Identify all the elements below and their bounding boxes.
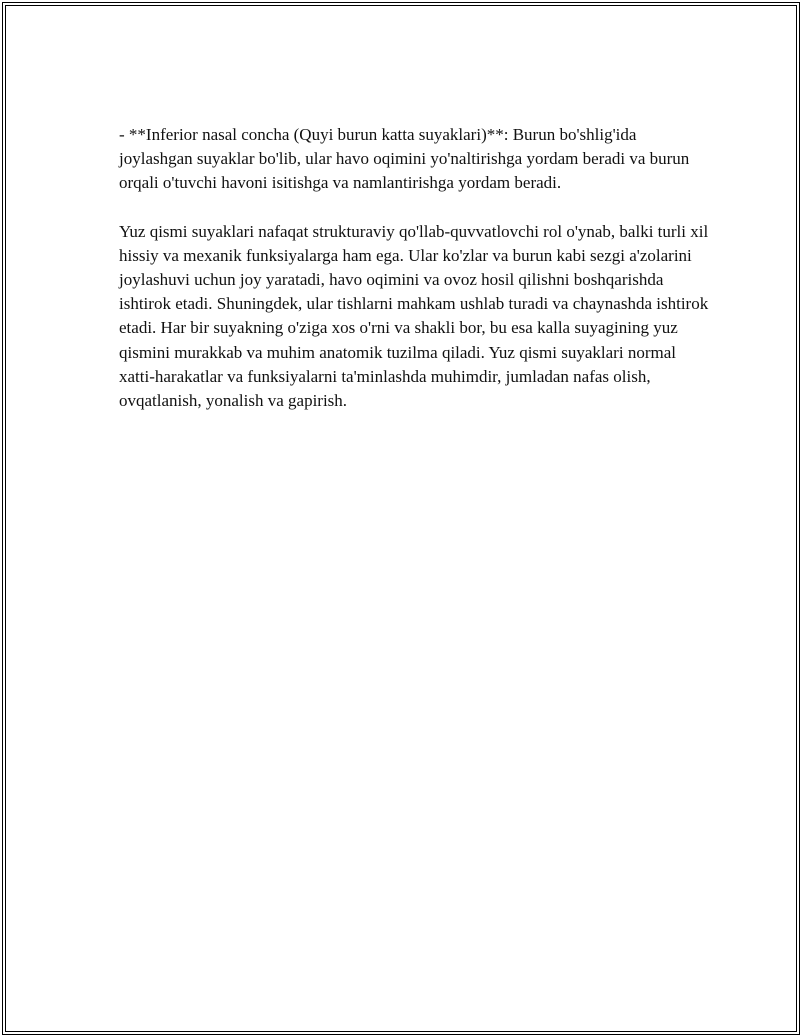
paragraph-inferior-nasal-concha: - **Inferior nasal concha (Quyi burun katta suyaklari)**: Burun bo'shlig'ida joylashgan suyaklar bo'lib, ular havo oqimini yo'naltirishga yordam beradi va burun orqali o'tuvchi havoni isitishga va namlantirishga yordam beradi.	[119, 125, 690, 193]
paragraph-facial-bones-summary: Yuz qismi suyaklari nafaqat strukturaviy qo'llab-quvvatlovchi rol o'ynab, balki turli xil hissiy va mexanik funksiyalarga ham ega. Ular ko'zlar va burun kabi sezgi a'zolarini joylashuvi uchun joy yaratadi, havo oqimini va ovoz hosil qilishni boshqarishda ishtirok etadi. Shuningdek, ular tishlarni mahkam ushlab turadi va chaynashda ishtirok etadi. Har bir suyakning o'ziga xos o'rni va shakli bor, bu esa kalla suyagining yuz qismini murakkab va muhim anatomik tuzilma qiladi. Yuz qismi suyaklari normal xatti-harakatlar va funksiyalarni ta'minlashda muhimdir, jumladan nafas olish, ovqatlanish, yonalish va gapirish.	[119, 221, 709, 411]
document-body	[119, 123, 709, 413]
document-page	[2, 2, 800, 1035]
